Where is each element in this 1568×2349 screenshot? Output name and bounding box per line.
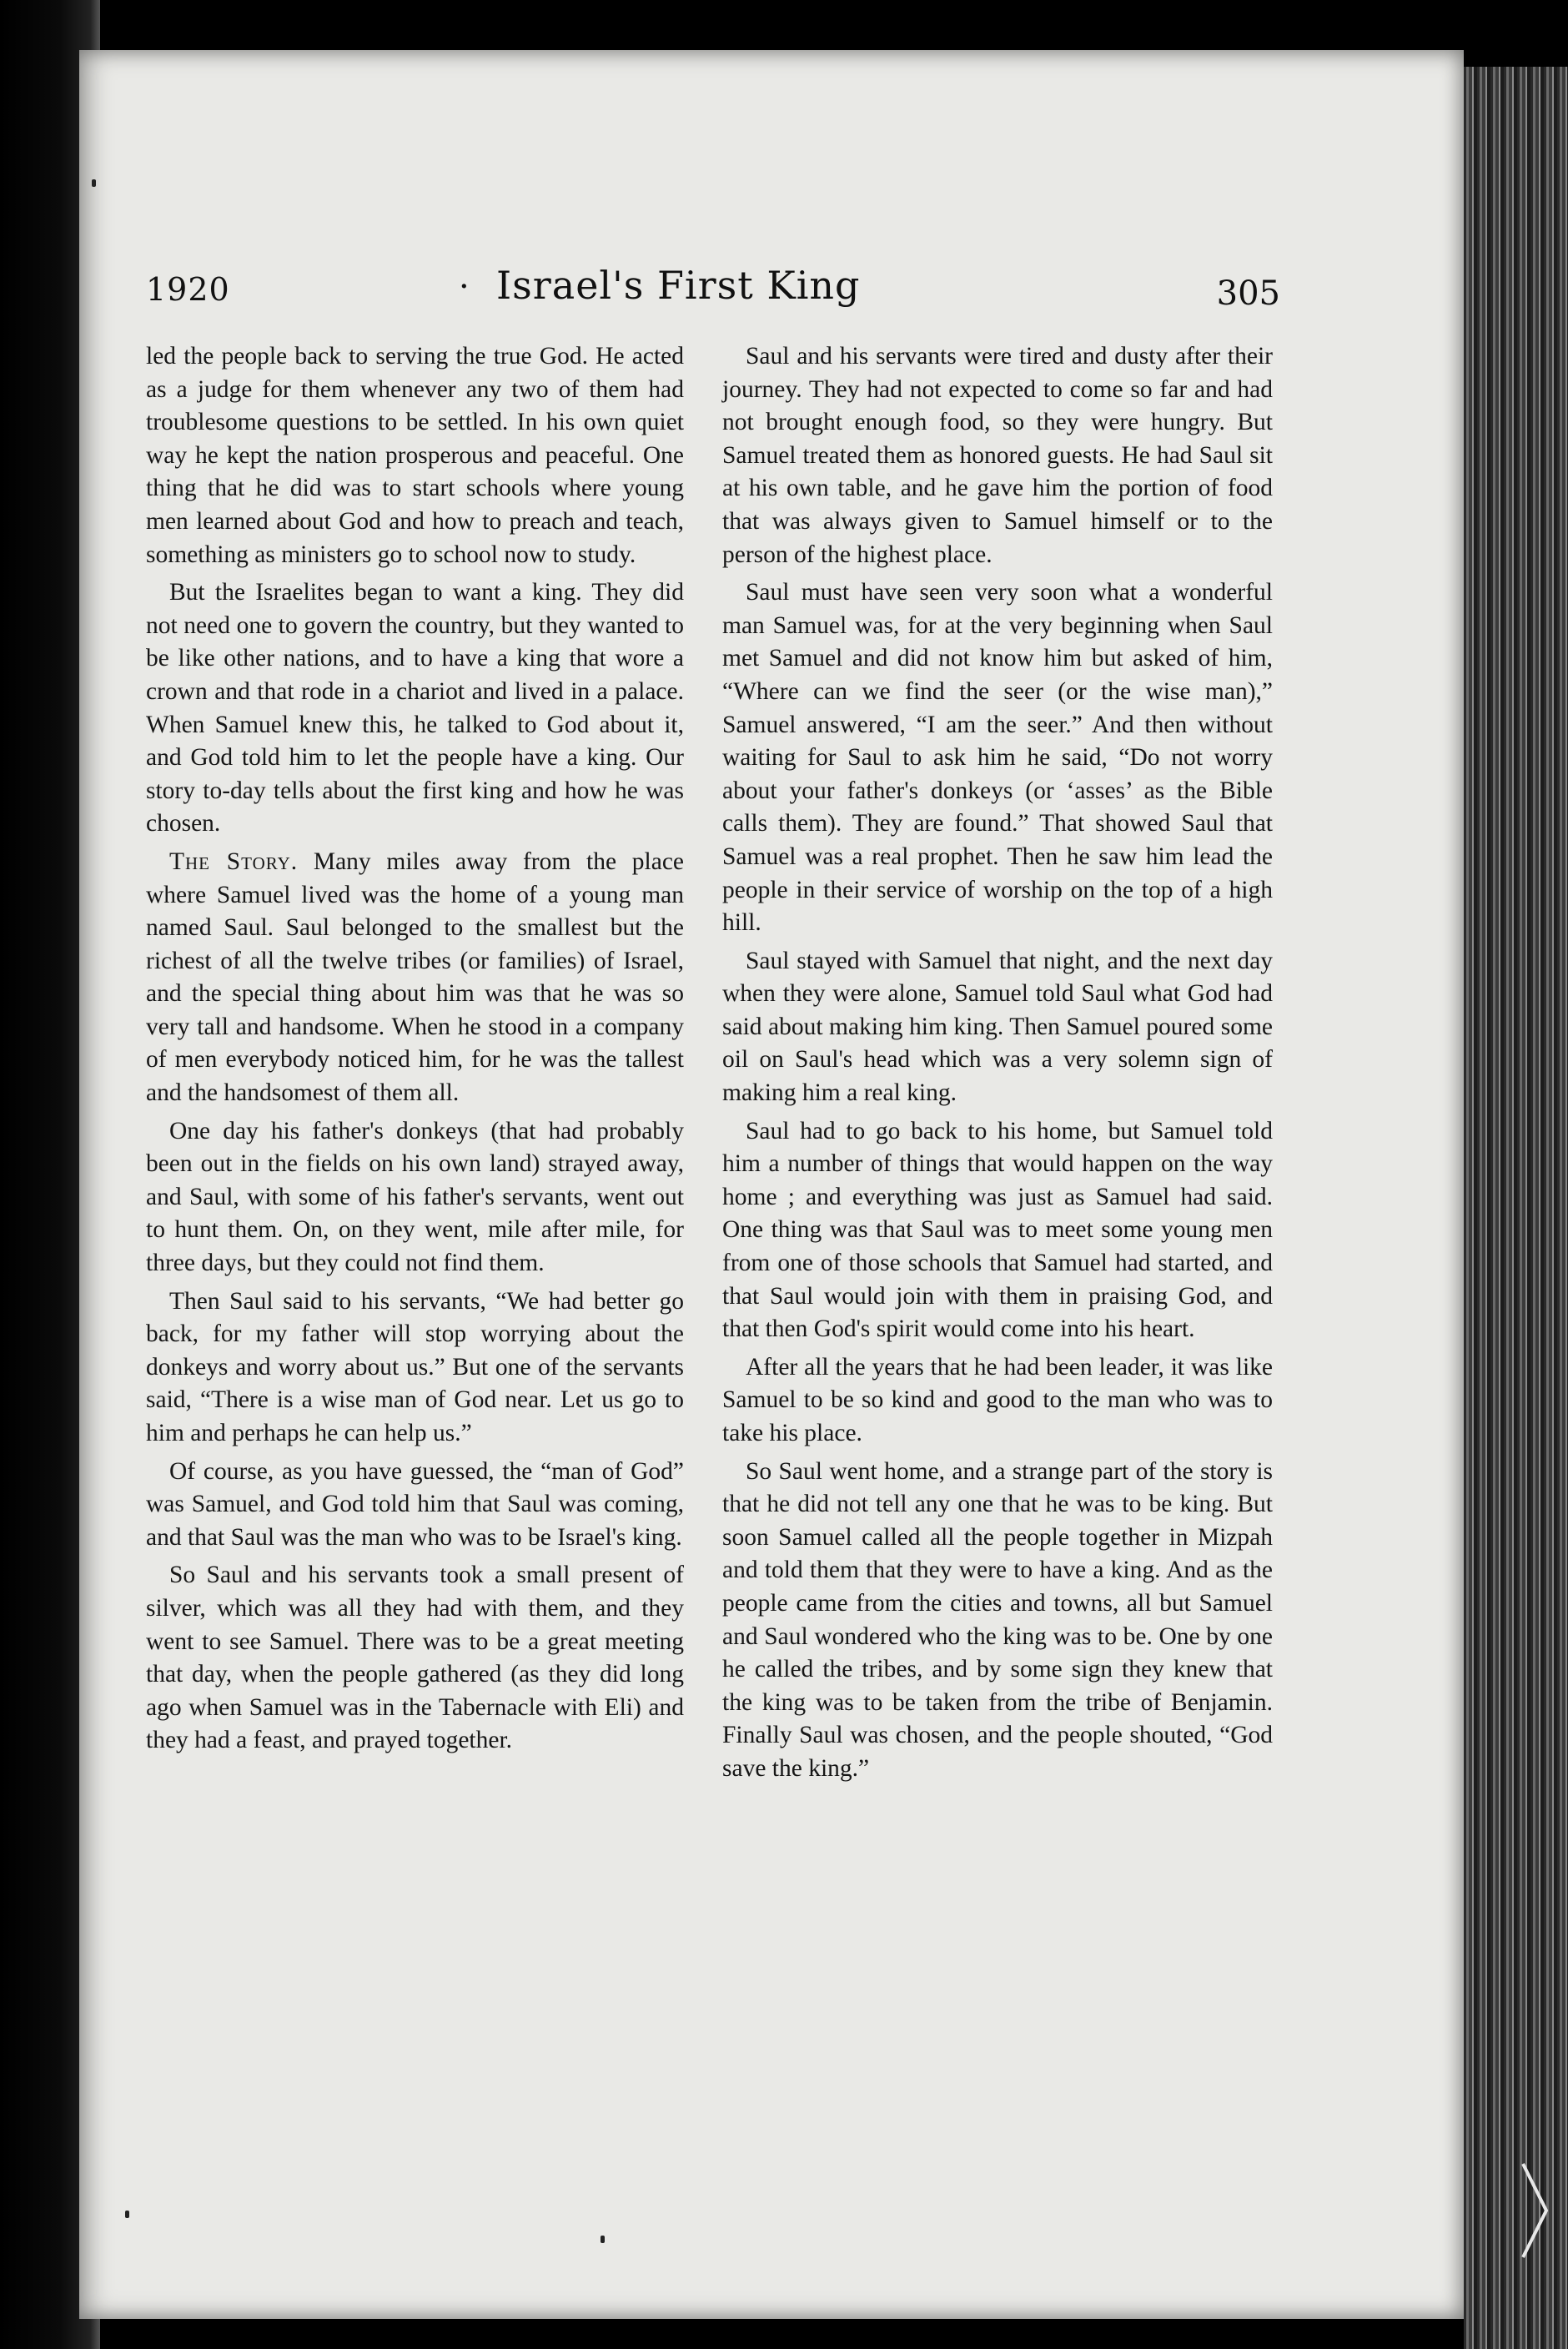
scan-speck xyxy=(92,179,96,187)
paragraph: So Saul and his servants took a small present of silver, which was all they had with them, and they went to see Samuel. There was to be a great meeting that day, when the people gathered (as they did long ago when Samuel was in the Tabernacle with Eli) and they had a feast, and prayed together. xyxy=(146,1562,684,1754)
story-lead: The Story. xyxy=(169,848,299,875)
paragraph: After all the years that he had been leader, it was like Samuel to be so kind and good to the man who was to take his place. xyxy=(722,1353,1273,1446)
paragraph: led the people back to serving the true God. He acted as a judge for them whenever any two of them had troublesome questions to be settled. In his own quiet way he kept the nation prosperous and peaceful. One thing that he did was to start schools where young men learned about God and how to preach and teach, something as ministers go to school now to study. xyxy=(146,343,684,568)
paragraph: Saul stayed with Samuel that night, and the next day when they were alone, Samuel told Saul what God had said about making him king. Then Samuel poured some oil on Saul's head which was a very solemn sign of making him a real king. xyxy=(722,947,1273,1107)
scan-speck xyxy=(601,2236,605,2243)
paragraph: So Saul went home, and a strange part of the story is that he did not tell any one that he was to be king. But soon Samuel called all the people together in Mizpah and told them that they were to have a king. And as the people came from the cities and towns, all but Samuel and Saul wondered who the king was to be. One by one he called the tribes, and by some sign they knew that the king was to be taken from the tribe of Benjamin. Finally Saul was chosen, and the people shouted, “God save the king.” xyxy=(722,1457,1273,1782)
chevron-right-icon xyxy=(1518,2160,1551,2261)
header-year: 1920 xyxy=(146,271,230,308)
paragraph: Saul had to go back to his home, but Samuel told him a number of things that would happen on the way home ; and everything was just as Samuel had said. One thing was that Saul was to meet some young men from one of those schools that Samuel had started, and that Saul would join with them in praising God, and that then God's spirit would come into his heart. xyxy=(722,1117,1273,1343)
paragraph: But the Israelites began to want a king. They did not need one to govern the country, but they wanted to be like other nations, and to have a king that wore a crown and that rode in a chariot and lived in a palace. When Samuel knew this, he talked to God about it, and God told him to let the people have a king. Our story to-day tells about the first king and how he was chosen. xyxy=(146,579,684,837)
paragraph: Then Saul said to his servants, “We had better go back, for my father will stop worrying about the donkeys and worry about us.” But one of the servants said, “There is a wise man of God near. Let us go to him and perhaps he can help us.” xyxy=(146,1287,684,1446)
paragraph: Saul must have seen very soon what a wonderful man Samuel was, for at the very beginning when Saul met Samuel and did not know him but asked of him, “Where can we find the seer (or the wise man),” Samuel answered, “I am the seer.” And then without waiting for Saul to ask him he said, “Do not worry about your father's donkeys (or ‘asses’ as the Bible calls them). They are found.” That showed Saul that Samuel was a real prophet. Then he saw him lead the people in their service of worship on the top of a high hill. xyxy=(722,579,1273,937)
paragraph xyxy=(146,846,684,1110)
page-number: 305 xyxy=(1216,274,1280,313)
book-page-edges xyxy=(1464,67,1568,2349)
header-separator: · xyxy=(459,268,470,306)
paragraph-text: Many miles away from the place where Samuel lived was the home of a young man named Saul. Saul belonged to the smallest but the richest of all the twelve tribes (or families) of Israel, and the special thing about him was that he was so very tall and handsome. When he stood in a company of men everybody noticed him, for he was the tallest and the handsomest of them all. xyxy=(146,848,685,1107)
left-column xyxy=(146,340,684,1763)
page-title: Israel's First King xyxy=(496,263,861,308)
right-column xyxy=(722,340,1273,1791)
paragraph: One day his father's donkeys (that had probably been out in the fields on his own land) strayed away, and Saul, with some of his father's servants, went out to hunt them. On, on they went, mile after mile, for three days, but they could not find them. xyxy=(146,1117,684,1277)
scan-speck xyxy=(125,2211,129,2218)
running-head xyxy=(146,263,1280,321)
paragraph: Saul and his servants were tired and dusty after their journey. They had not expected to come so far and had not brought enough food, so they were hungry. But Samuel treated them as honored guests. He had Saul sit at his own table, and he gave him the portion of food that was always given to Samuel himself or to the person of the highest place. xyxy=(722,343,1273,568)
paragraph: Of course, as you have guessed, the “man of God” was Samuel, and God told him that Saul was coming, and that Saul was the man who was to be Israel's king. xyxy=(146,1457,684,1551)
